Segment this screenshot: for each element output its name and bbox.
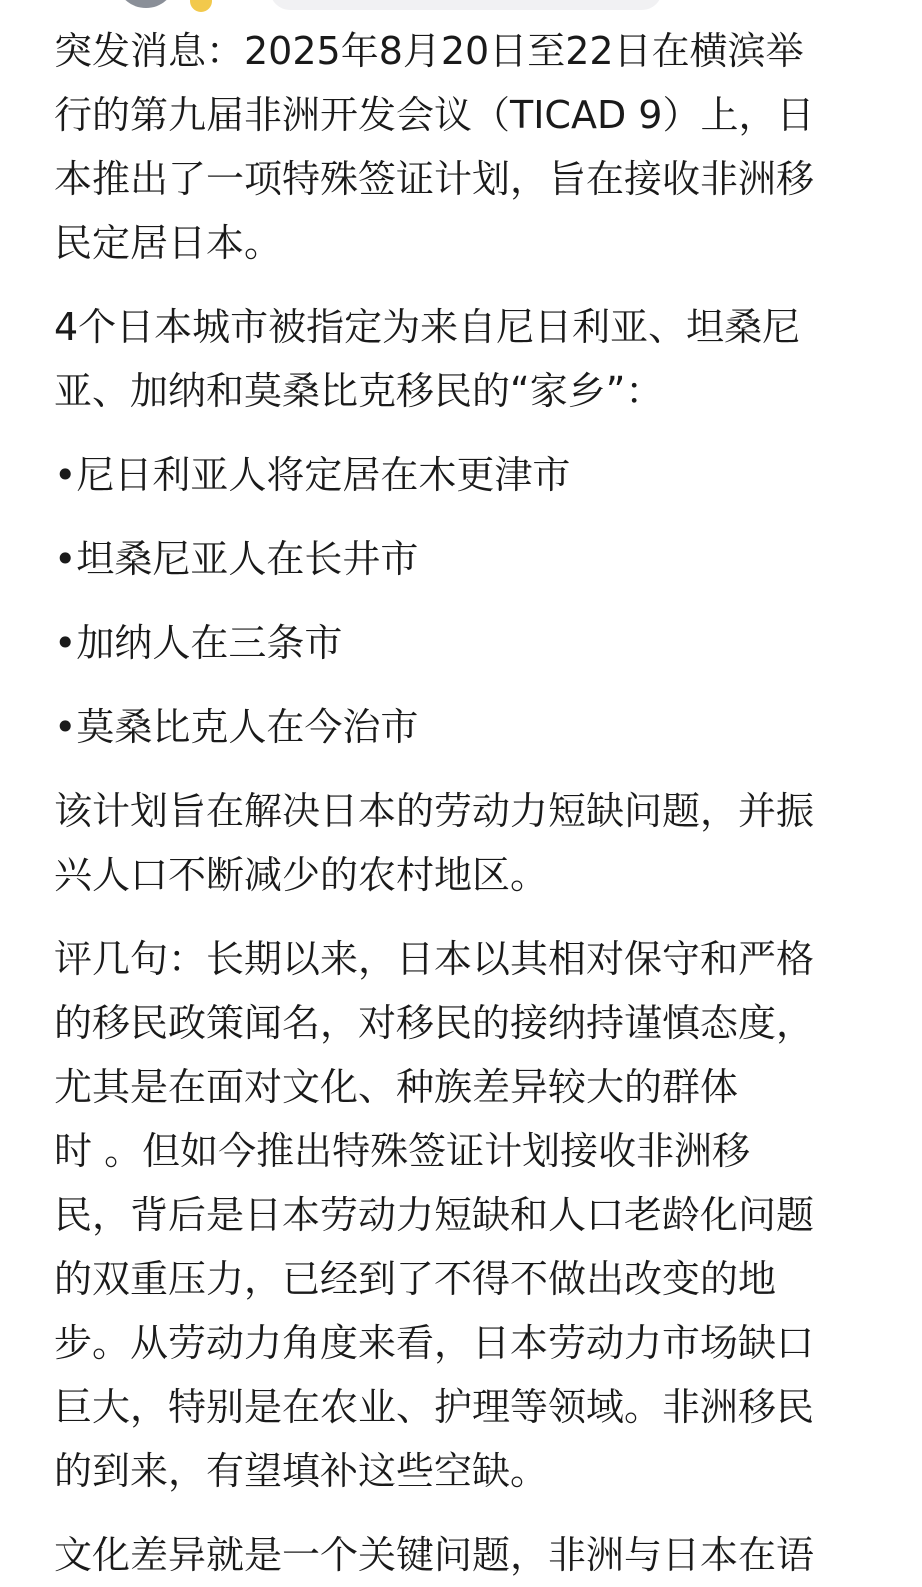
- verified-badge-icon: [188, 0, 214, 14]
- bullet-tanzania: •坦桑尼亚人在长井市: [54, 537, 419, 581]
- author-avatar[interactable]: [118, 0, 174, 8]
- paragraph-announcement: 突发消息：2025年8月20日至22日在横滨举 行的第九届非洲开发会议（TICAD 9）上，日 本推出了一项特殊签证计划，旨在接收非洲移 民定居日本。: [54, 29, 815, 265]
- bullet-mozambique: •莫桑比克人在今治市: [54, 705, 419, 749]
- post-body: [54, 19, 884, 1587]
- paragraph-cut-off: 文化差异就是一个关键问题，非洲与日本在语: [54, 1533, 815, 1577]
- paragraph-cities-intro: 4个日本城市被指定为来自尼日利亚、坦桑尼 亚、加纳和莫桑比克移民的“家乡”：: [54, 305, 801, 413]
- paragraph-purpose: 该计划旨在解决日本的劳动力短缺问题，并振 兴人口不断减少的农村地区。: [54, 789, 815, 897]
- post-header-strip: [0, 0, 922, 14]
- bullet-ghana: •加纳人在三条市: [54, 621, 343, 665]
- header-pill[interactable]: [270, 0, 662, 10]
- bullet-nigeria: •尼日利亚人将定居在木更津市: [54, 453, 571, 497]
- paragraph-commentary: 评几句：长期以来，日本以其相对保守和严格 的移民政策闻名，对移民的接纳持谨慎态度， 尤其是在面对文化、种族差异较大的群体 时 。但如今推出特殊签证计划接收非洲移 民，背后是日本劳动力短缺和人口老龄化问题 的双重压力，已经到了不得不做出改变的地 步。从劳动力角度来看，日本劳动力市场缺口 巨大，特别是在农业、护理等领域。非洲移民 的到来，有望填补这些空缺。: [54, 937, 815, 1493]
